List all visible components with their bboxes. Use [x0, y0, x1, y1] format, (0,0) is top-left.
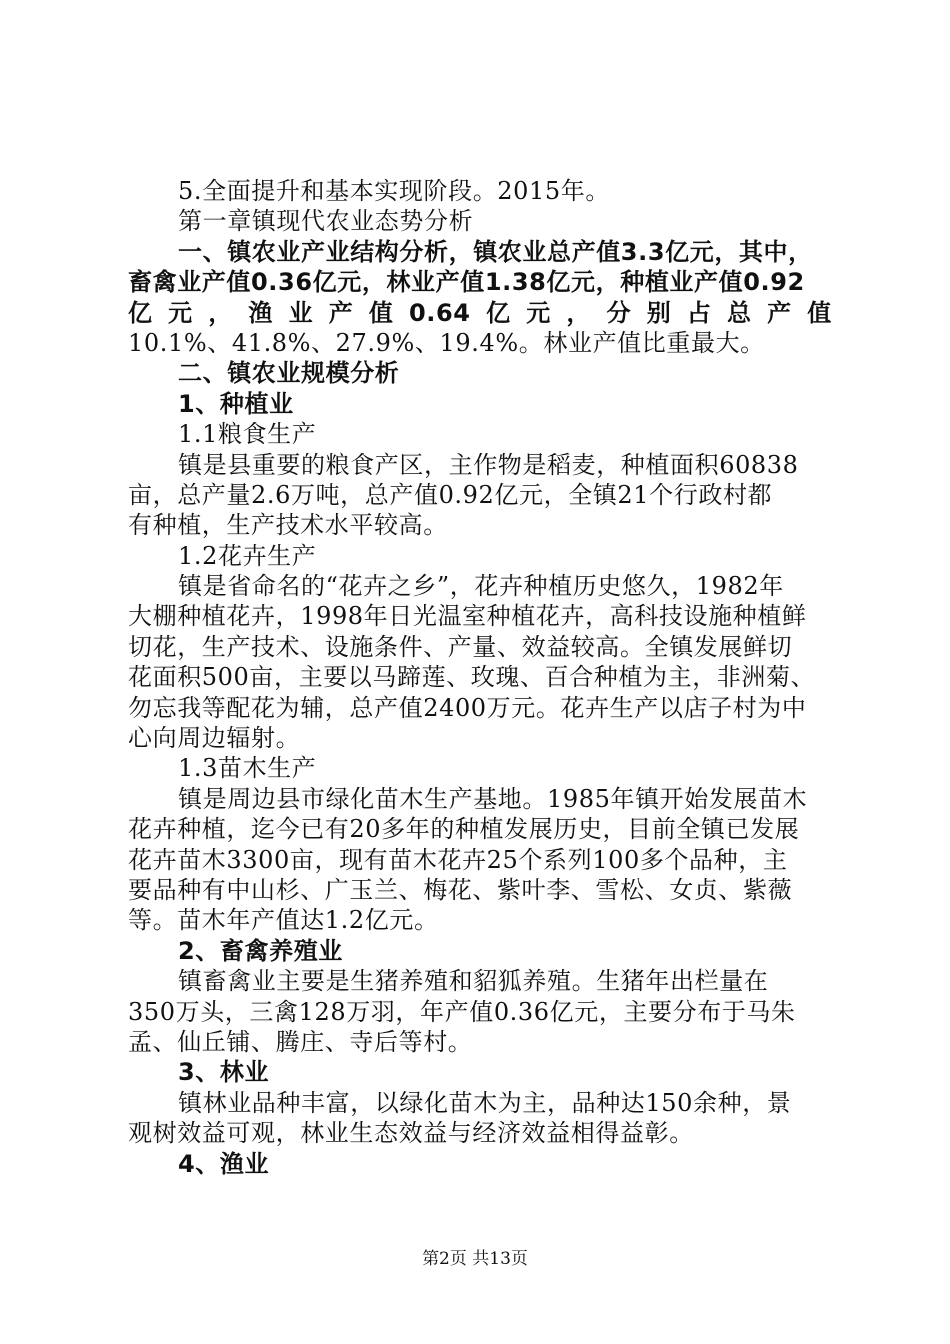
justified-char: ，: [208, 298, 233, 327]
document-body: [128, 176, 832, 1179]
flower-line-1: 镇是省命名的“花卉之乡”，花卉种植历史悠久，1982年: [178, 572, 784, 601]
forestry-heading: 3、林业: [178, 1058, 270, 1087]
justified-char: 值: [807, 298, 832, 327]
forestry-line-2: 观树效益可观，林业生态效益与经济效益相得益彰。: [128, 1119, 694, 1148]
livestock-line-2: 350万头，三禽128万羽，年产值0.36亿元，主要分布于马朱: [128, 997, 796, 1026]
justified-char: 渔: [248, 298, 274, 327]
justified-char: ，: [566, 298, 592, 327]
section-1-line-4: 10.1%、41.8%、27.9%、19.4%。林业产值比重最大。: [128, 328, 765, 357]
livestock-line-3: 孟、仙丘铺、腾庄、寺后等村。: [128, 1027, 473, 1056]
justified-char: 0.64: [408, 298, 471, 327]
nursery-line-4: 要品种有中山杉、广玉兰、梅花、紫叶李、雪松、女贞、紫薇: [128, 875, 793, 904]
justified-char: 值: [368, 298, 394, 327]
justified-char: 元: [168, 298, 193, 327]
section-2-heading: 二、镇农业规模分析: [178, 359, 400, 388]
grain-line-1: 镇是县重要的粮食产区，主作物是稻麦，种植面积60838: [178, 450, 799, 479]
chapter-title: 第一章镇现代农业态势分析: [178, 207, 474, 236]
forestry-line-1: 镇林业品种丰富，以绿化苗木为主，品种达150余种，景: [178, 1088, 792, 1117]
justified-char: 元: [526, 298, 551, 327]
nursery-line-3: 花卉苗木3300亩，现有苗木花卉25个系列100多个品种，主: [128, 845, 788, 874]
flower-line-5: 勿忘我等配花为辅，总产值2400万元。花卉生产以店子村为中: [128, 693, 807, 722]
flower-heading: 1.2花卉生产: [178, 541, 317, 570]
livestock-line-1: 镇畜禽业主要是生猪养殖和貂狐养殖。生猪年出栏量在: [178, 967, 769, 996]
flower-line-4: 花面积500亩，主要以马蹄莲、玫瑰、百合种植为主，非洲菊、: [128, 663, 816, 692]
nursery-heading: 1.3苗木生产: [178, 754, 317, 783]
justified-char: 总: [726, 298, 752, 327]
justified-char: 分: [606, 298, 632, 327]
grain-line-3: 有种植，生产技术水平较高。: [128, 511, 448, 540]
nursery-line-2: 花卉种植，迄今已有20多年的种植发展历史，目前全镇已发展: [128, 815, 800, 844]
flower-line-2: 大棚种植花卉，1998年日光温室种植花卉，高科技设施种植鲜: [128, 602, 807, 631]
flower-line-3: 切花，生产技术、设施条件、产量、效益较高。全镇发展鲜切: [128, 632, 793, 661]
page-footer: 第2页 共13页: [422, 1249, 528, 1269]
grain-heading: 1.1粮食生产: [178, 420, 317, 449]
nursery-line-5: 等。苗木年产值达1.2亿元。: [128, 906, 439, 935]
section-1-line-1: 一、镇农业产业结构分析，镇农业总产值3.3亿元，其中，: [178, 237, 813, 266]
fishery-heading: 4、渔业: [178, 1149, 270, 1178]
justified-char: 亿: [128, 298, 153, 327]
subsection-planting-heading: 1、种植业: [178, 389, 294, 418]
section-1-line-3: [128, 298, 832, 328]
phase-line: 5.全面提升和基本实现阶段。2015年。: [178, 177, 610, 205]
justified-char: 产: [767, 298, 792, 327]
justified-char: 亿: [486, 298, 511, 327]
justified-char: 占: [686, 298, 712, 327]
justified-char: 产: [328, 298, 354, 327]
flower-line-6: 心向周边辐射。: [128, 724, 301, 753]
grain-line-2: 亩，总产量2.6万吨，总产值0.92亿元，全镇21个行政村都: [128, 480, 773, 509]
nursery-line-1: 镇是周边县市绿化苗木生产基地。1985年镇开始发展苗木: [178, 784, 808, 813]
justified-char: 别: [646, 298, 672, 327]
livestock-heading: 2、畜禽养殖业: [178, 936, 343, 965]
justified-char: 业: [288, 298, 314, 327]
section-1-line-2: 畜禽业产值0.36亿元，林业产值1.38亿元，种植业产值0.92: [128, 268, 805, 297]
